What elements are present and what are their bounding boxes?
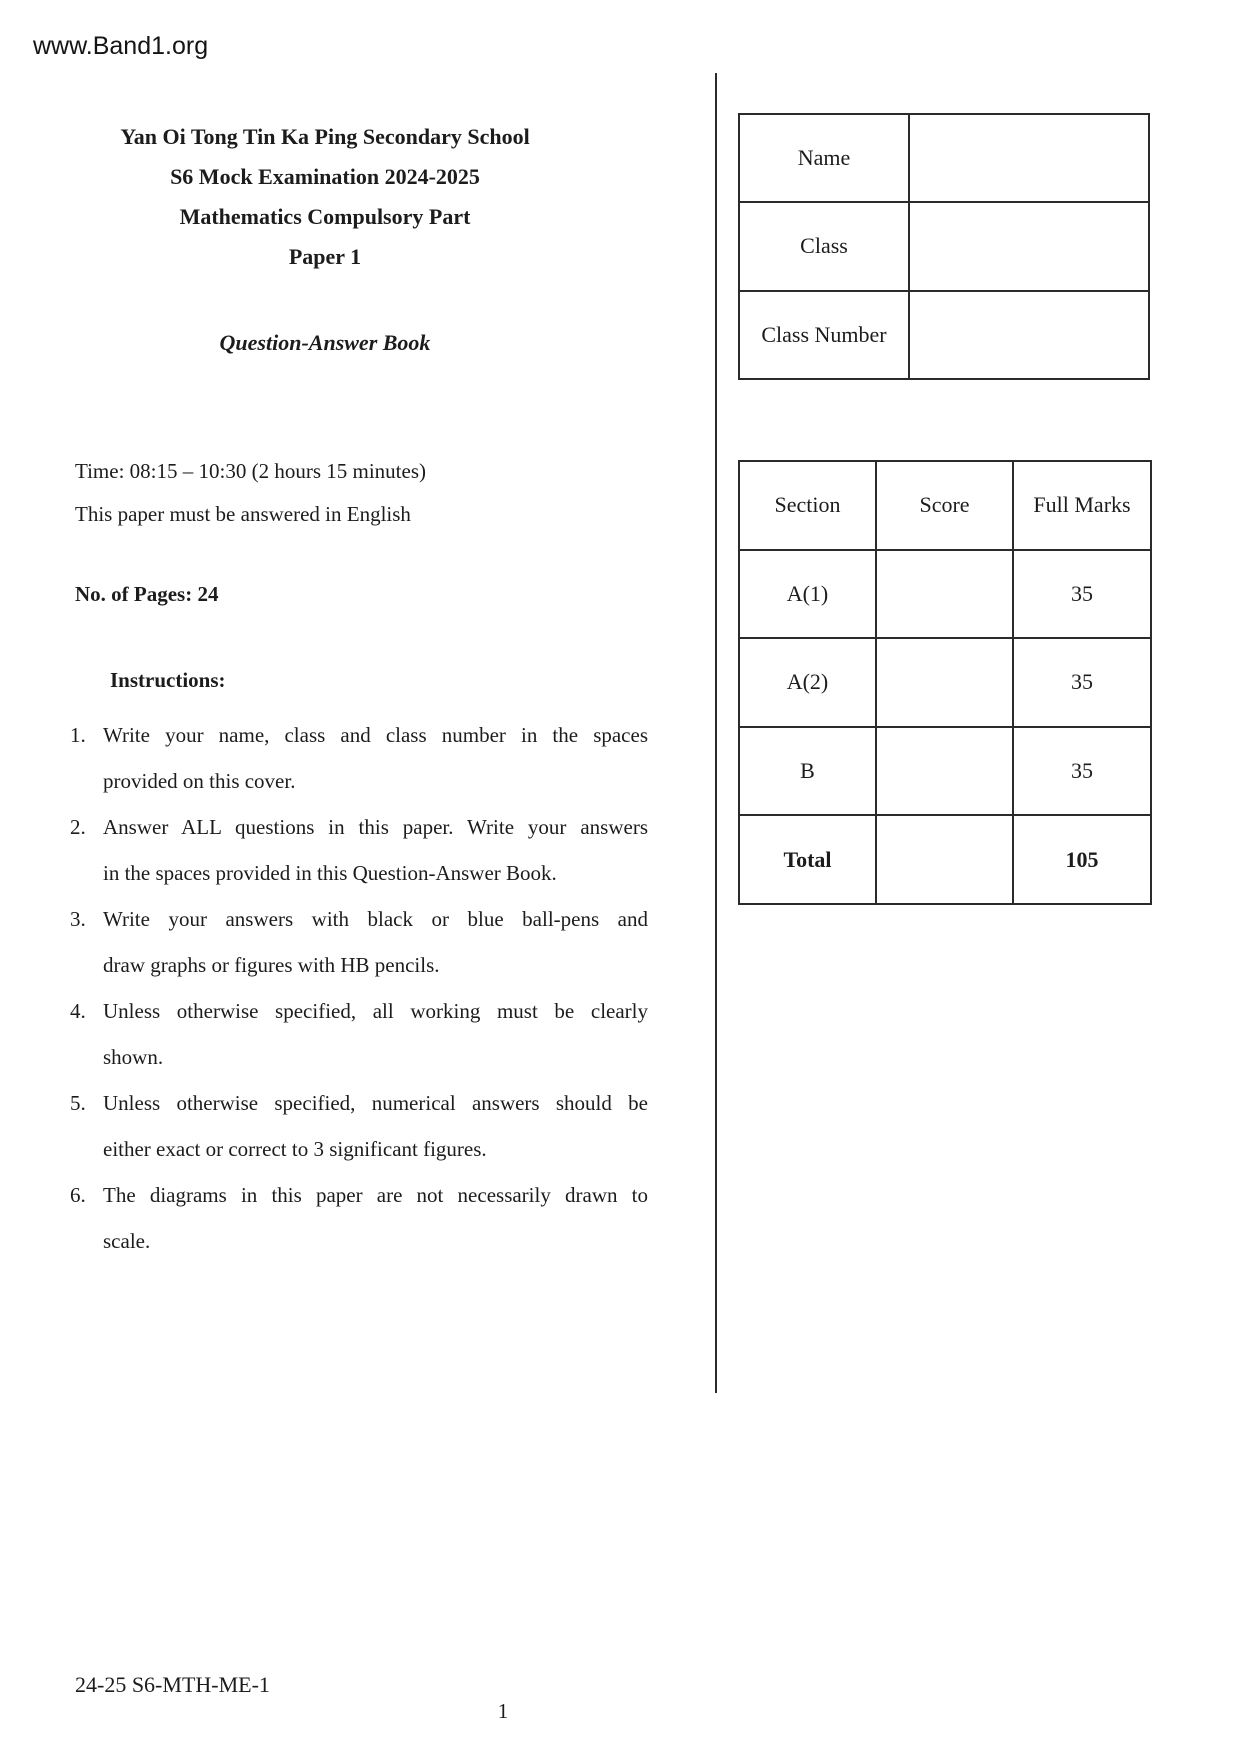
score-header: Score (876, 461, 1013, 550)
language-note: This paper must be answered in English (75, 502, 411, 526)
class-number-label: Class Number (739, 291, 909, 379)
site-watermark: www.Band1.org (33, 32, 209, 60)
page-number: 1 (497, 1699, 509, 1723)
item-number: 2. (70, 815, 86, 839)
name-value-cell (909, 114, 1149, 202)
full-marks-header: Full Marks (1013, 461, 1151, 550)
instruction-item-4 (70, 988, 652, 1080)
school-name: Yan Oi Tong Tin Ka Ping Secondary School (120, 124, 530, 149)
section-b-score-cell (876, 727, 1013, 816)
table-row (739, 114, 1149, 202)
name-label: Name (739, 114, 909, 202)
class-label: Class (739, 202, 909, 290)
table-total-row (739, 815, 1151, 904)
table-row (739, 727, 1151, 816)
section-b-full-marks: 35 (1013, 727, 1151, 816)
item-text: Unless otherwise specified, all working must be clearly shown. (103, 999, 648, 1069)
instructions-title: Instructions: (110, 668, 226, 692)
section-b-label: B (739, 727, 876, 816)
instruction-item-5 (70, 1080, 652, 1172)
section-header: Section (739, 461, 876, 550)
page-count-note: No. of Pages: 24 (75, 582, 219, 606)
paper-code: 24-25 S6-MTH-ME-1 (75, 1672, 270, 1697)
item-text: Write your name, class and class number in the spaces provided on this cover. (103, 723, 648, 793)
student-info-table (738, 113, 1150, 380)
item-number: 3. (70, 907, 86, 931)
vertical-divider (715, 73, 717, 1393)
paper-number: Paper 1 (288, 244, 362, 269)
marks-table (738, 460, 1152, 905)
item-text: Answer ALL questions in this paper. Write your answers in the spaces provided in this Question-Answer Book. (103, 815, 648, 885)
section-a1-score-cell (876, 550, 1013, 639)
subject-name: Mathematics Compulsory Part (179, 204, 471, 229)
class-number-value-cell (909, 291, 1149, 379)
section-a1-label: A(1) (739, 550, 876, 639)
section-a2-full-marks: 35 (1013, 638, 1151, 727)
class-value-cell (909, 202, 1149, 290)
table-row (739, 202, 1149, 290)
total-score-cell (876, 815, 1013, 904)
instruction-item-2 (70, 804, 652, 896)
table-row (739, 550, 1151, 639)
exam-session: S6 Mock Examination 2024-2025 (170, 164, 480, 189)
table-row (739, 638, 1151, 727)
item-number: 1. (70, 723, 86, 747)
table-row (739, 291, 1149, 379)
instruction-item-3 (70, 896, 652, 988)
total-full-marks: 105 (1013, 815, 1151, 904)
exam-time: Time: 08:15 – 10:30 (2 hours 15 minutes) (75, 459, 426, 483)
section-a2-label: A(2) (739, 638, 876, 727)
book-title: Question-Answer Book (219, 330, 431, 355)
item-number: 5. (70, 1091, 86, 1115)
section-a1-full-marks: 35 (1013, 550, 1151, 639)
exam-header (72, 117, 578, 277)
table-header-row (739, 461, 1151, 550)
total-label: Total (739, 815, 876, 904)
item-number: 4. (70, 999, 86, 1023)
item-text: Unless otherwise specified, numerical answers should be either exact or correct to 3 significant figures. (103, 1091, 648, 1161)
instruction-item-6 (70, 1172, 652, 1264)
item-text: The diagrams in this paper are not necessarily drawn to scale. (103, 1183, 648, 1253)
item-number: 6. (70, 1183, 86, 1207)
item-text: Write your answers with black or blue ball-pens and draw graphs or figures with HB pencils. (103, 907, 648, 977)
instruction-item-1 (70, 712, 652, 804)
section-a2-score-cell (876, 638, 1013, 727)
